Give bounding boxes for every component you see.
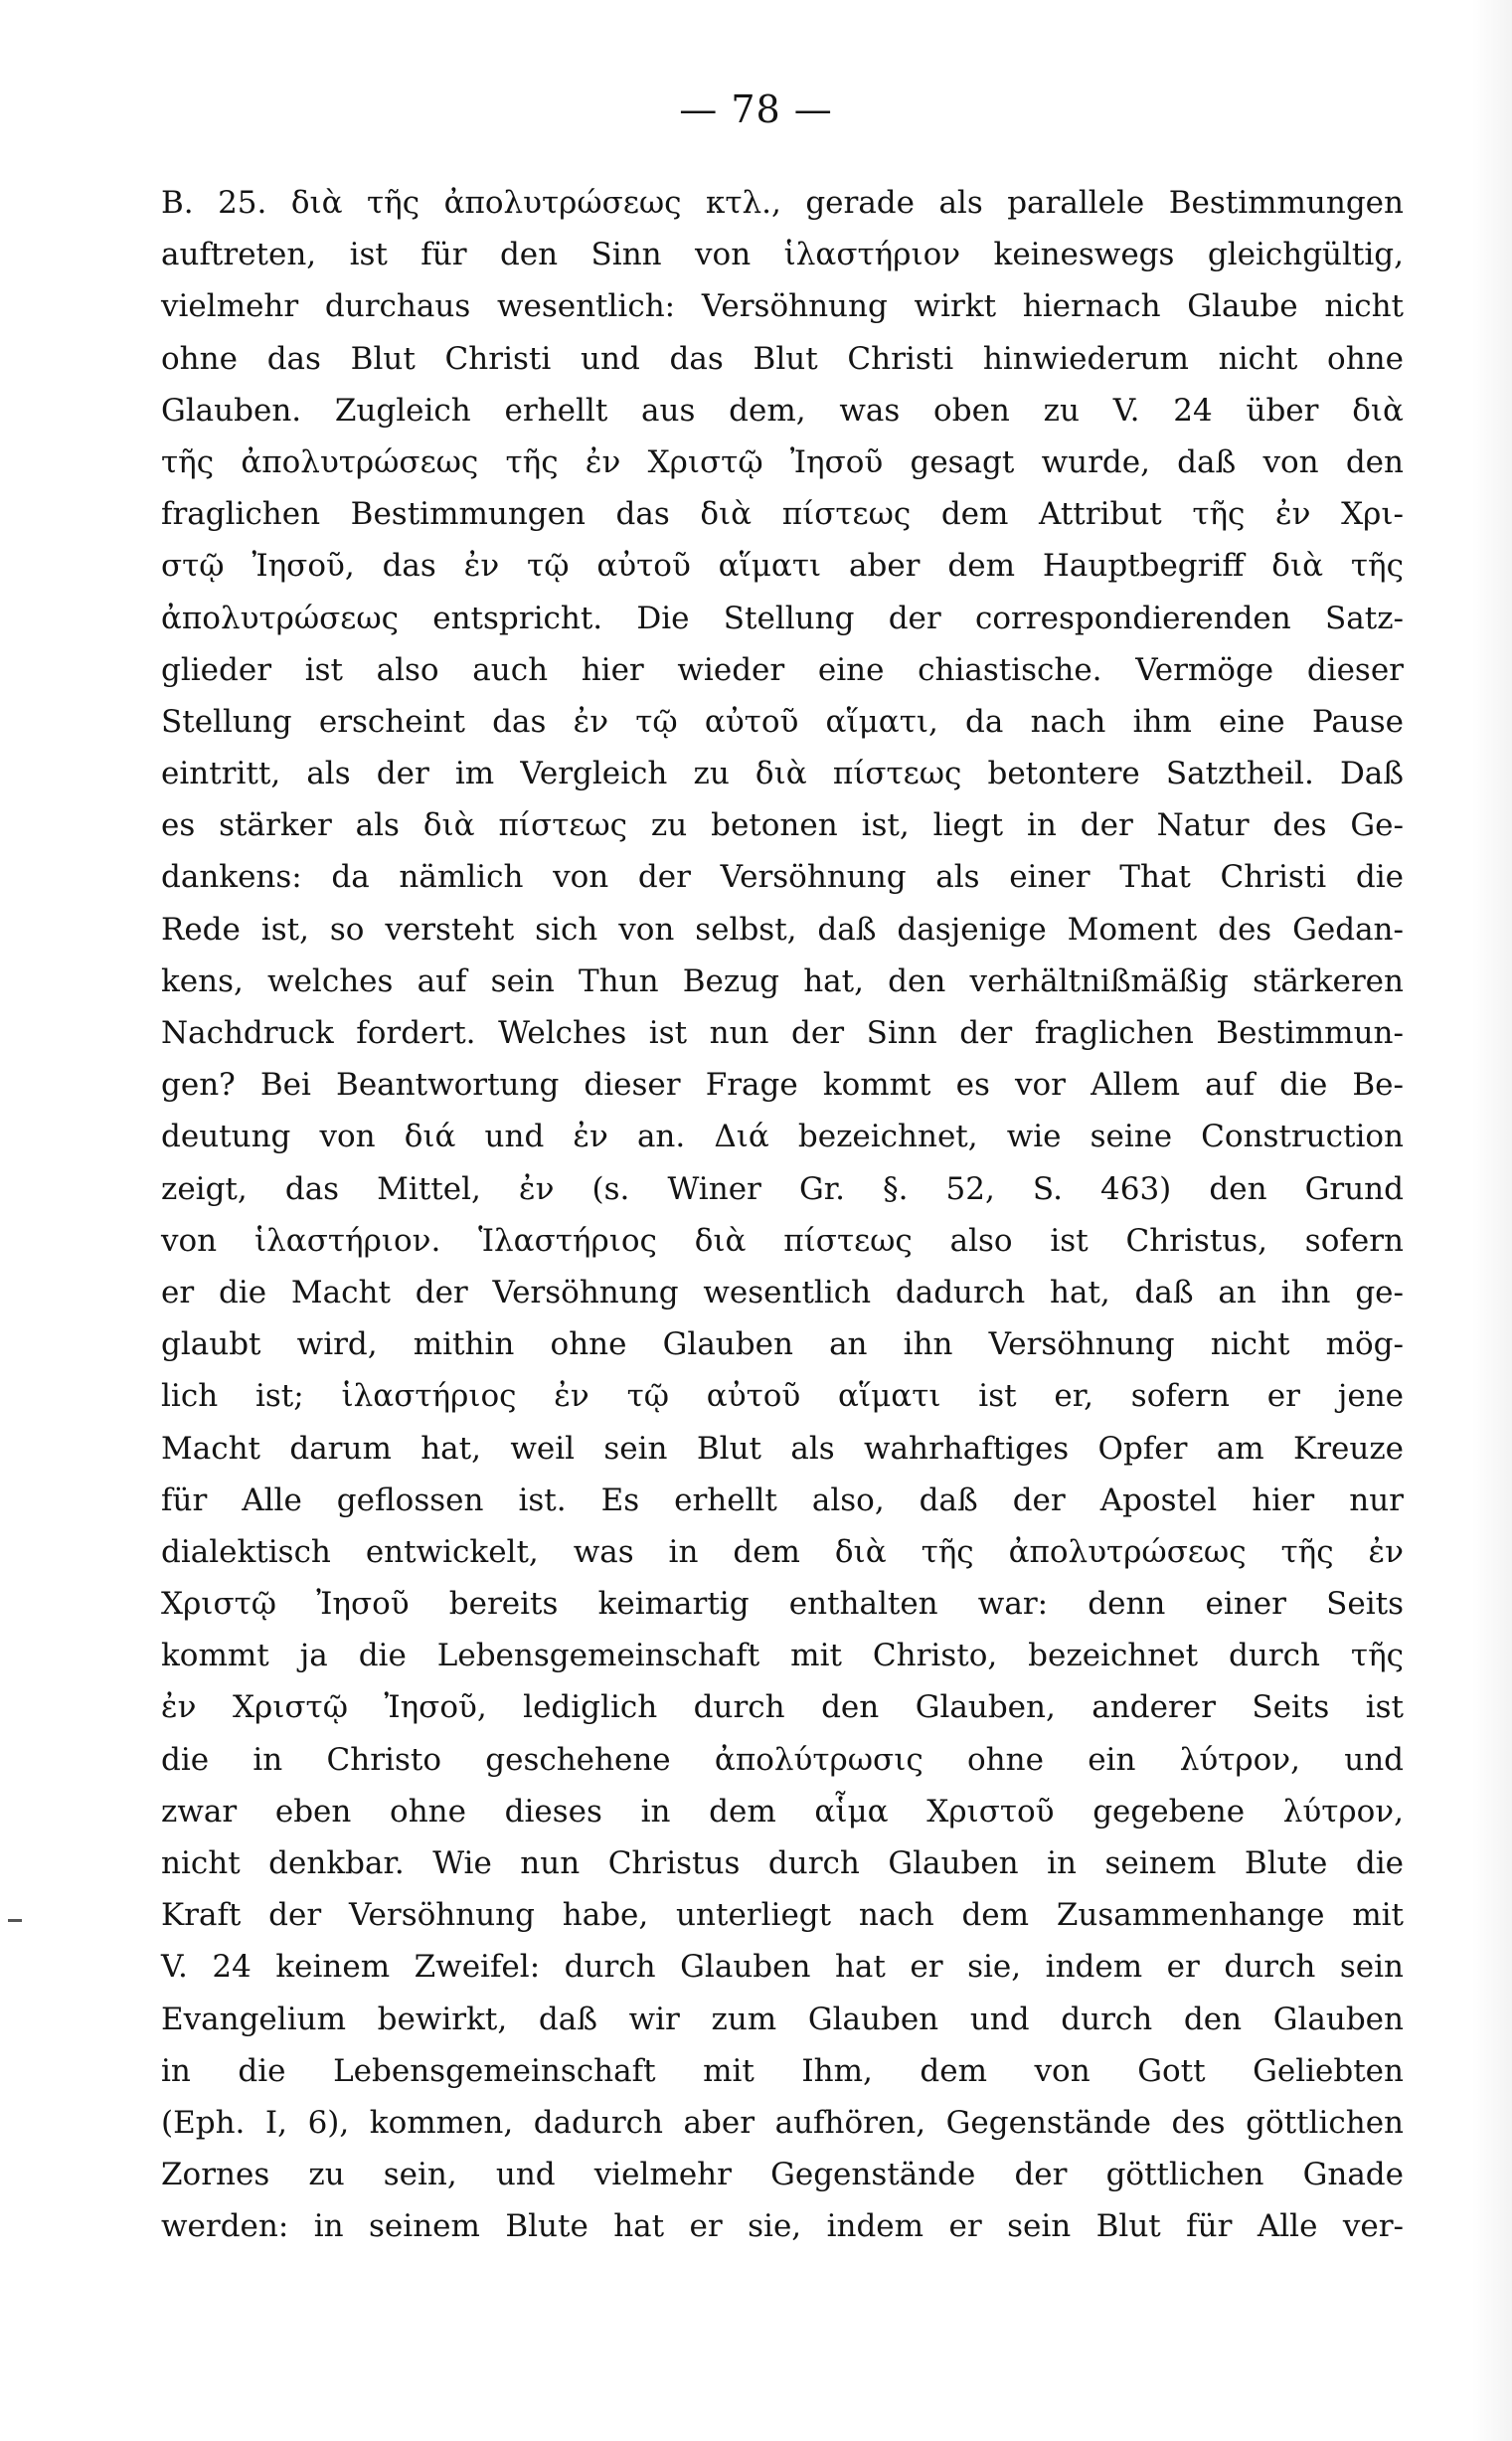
text-line: eintritt, als der im Vergleich zu διὰ πίστεως betontere Satztheil. Daß: [161, 756, 1404, 792]
text-line: Rede ist, so versteht sich von selbst, daß dasjenige Moment des Gedan-: [161, 911, 1404, 948]
text-line: zwar eben ohne dieses in dem αἷμα Χριστοῦ gegebene λύτρον,: [161, 1793, 1404, 1830]
text-line: es stärker als διὰ πίστεως zu betonen ist, liegt in der Natur des Ge-: [161, 807, 1404, 844]
text-line: Macht darum hat, weil sein Blut als wahrhaftiges Opfer am Kreuze: [161, 1430, 1404, 1467]
text-line: lich ist; ἱλαστήριος ἐν τῷ αὐτοῦ αἵματι ist er, sofern er jene: [161, 1378, 1404, 1415]
text-line: fraglichen Bestimmungen das διὰ πίστεως dem Attribut τῆς ἐν Χρι-: [161, 496, 1404, 533]
text-line: auftreten, ist für den Sinn von ἱλαστήριον keineswegs gleichgültig,: [161, 237, 1404, 273]
text-line: dialektisch entwickelt, was in dem διὰ τῆς ἀπολυτρώσεως τῆς ἐν: [161, 1533, 1404, 1570]
text-line: Zornes zu sein, und vielmehr Gegenstände der göttlichen Gnade: [161, 2157, 1404, 2193]
text-line: für Alle geflossen ist. Es erhellt also, daß der Apostel hier nur: [161, 1482, 1404, 1518]
text-line: von ἱλαστήριον. Ἱλαστήριος διὰ πίστεως also ist Christus, sofern: [161, 1222, 1404, 1259]
text-line: ἐν Χριστῷ Ἰησοῦ, lediglich durch den Glauben, anderer Seits ist: [161, 1689, 1404, 1726]
scan-edge-shadow: [1472, 0, 1512, 2441]
text-line: deutung von διά und ἐν an. Διά bezeichnet, wie seine Construction: [161, 1119, 1404, 1155]
text-line: er die Macht der Versöhnung wesentlich dadurch hat, daß an ihn ge-: [161, 1274, 1404, 1310]
text-line: B. 25. διὰ τῆς ἀπολυτρώσεως κτλ., gerade als parallele Bestimmungen: [161, 185, 1404, 221]
text-line: nicht denkbar. Wie nun Christus durch Glauben in seinem Blute die: [161, 1845, 1404, 1881]
text-line: glieder ist also auch hier wieder eine chiastische. Vermöge dieser: [161, 651, 1404, 688]
text-line: Evangelium bewirkt, daß wir zum Glauben und durch den Glauben: [161, 2001, 1404, 2037]
text-line: die in Christo geschehene ἀπολύτρωσις ohne ein λύτρον, und: [161, 1741, 1404, 1778]
text-line: Kraft der Versöhnung habe, unterliegt nach dem Zusammenhange mit: [161, 1897, 1404, 1934]
text-line: gen? Bei Beantwortung dieser Frage kommt es vor Allem auf die Be-: [161, 1067, 1404, 1104]
body-text: [161, 177, 1404, 2253]
text-line: τῆς ἀπολυτρώσεως τῆς ἐν Χριστῷ Ἰησοῦ gesagt wurde, daß von den: [161, 443, 1404, 480]
text-line: V. 24 keinem Zweifel: durch Glauben hat er sie, indem er durch sein: [161, 1949, 1404, 1986]
margin-mark: [8, 1919, 22, 1922]
text-line: Nachdruck fordert. Welches ist nun der Sinn der fraglichen Bestimmun-: [161, 1015, 1404, 1051]
text-line: ἀπολυτρώσεως entspricht. Die Stellung der correspondierenden Satz-: [161, 600, 1404, 636]
text-line: (Eph. I, 6), kommen, dadurch aber aufhören, Gegenstände des göttlichen: [161, 2104, 1404, 2141]
text-line: vielmehr durchaus wesentlich: Versöhnung wirkt hiernach Glaube nicht: [161, 288, 1404, 325]
text-line: in die Lebensgemeinschaft mit Ihm, dem von Gott Geliebten: [161, 2052, 1404, 2089]
text-line: Χριστῷ Ἰησοῦ bereits keimartig enthalten war: denn einer Seits: [161, 1586, 1404, 1623]
text-line: Glauben. Zugleich erhellt aus dem, was oben zu V. 24 über διὰ: [161, 392, 1404, 429]
page-number: — 78 —: [679, 87, 833, 131]
text-line: kens, welches auf sein Thun Bezug hat, den verhältnißmäßig stärkeren: [161, 962, 1404, 999]
text-line: ohne das Blut Christi und das Blut Christi hinwiederum nicht ohne: [161, 340, 1404, 377]
text-line: dankens: da nämlich von der Versöhnung als einer That Christi die: [161, 859, 1404, 896]
text-line: Stellung erscheint das ἐν τῷ αὐτοῦ αἵματι, da nach ihm eine Pause: [161, 703, 1404, 740]
text-line: zeigt, das Mittel, ἐν (s. Winer Gr. §. 52, S. 463) den Grund: [161, 1170, 1404, 1207]
text-line: werden: in seinem Blute hat er sie, indem er sein Blut für Alle ver-: [161, 2208, 1404, 2245]
text-line: kommt ja die Lebensgemeinschaft mit Christo, bezeichnet durch τῆς: [161, 1638, 1404, 1674]
text-line: στῷ Ἰησοῦ, das ἐν τῷ αὐτοῦ αἵματι aber dem Hauptbegriff διὰ τῆς: [161, 548, 1404, 585]
text-line: glaubt wird, mithin ohne Glauben an ihn Versöhnung nicht mög-: [161, 1326, 1404, 1363]
